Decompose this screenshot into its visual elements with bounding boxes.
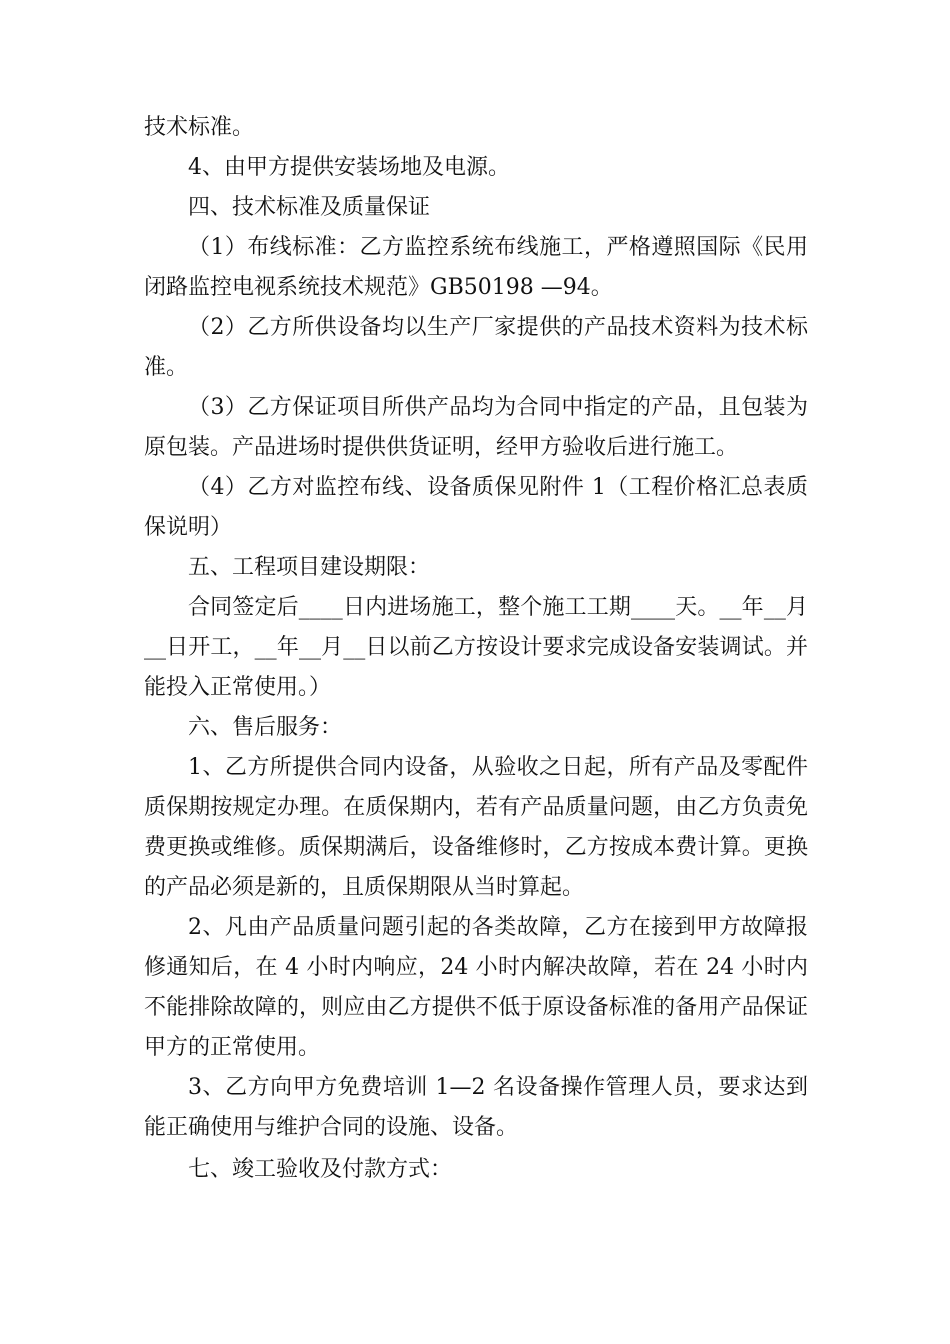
paragraph-continuation: 技术标准。 bbox=[144, 115, 255, 140]
document-body bbox=[144, 108, 808, 1190]
paragraph-service-2: 2、凡由产品质量问题引起的各类故障，乙方在接到甲方故障报修通知后，在 4 小时内响应，24 小时内解决故障，若在 24 小时内不能排除故障的，则应由乙方提供不低于原设备标准的备用产品保证甲方的正常使用。 bbox=[144, 915, 808, 1060]
section-heading-6: 六、售后服务： bbox=[188, 715, 343, 740]
paragraph-service-3: 3、乙方向甲方免费培训 1—2 名设备操作管理人员，要求达到能正确使用与维护合同的设施、设备。 bbox=[144, 1075, 808, 1140]
section-heading-4: 四、技术标准及质量保证 bbox=[188, 195, 431, 220]
section-heading-7: 七、竣工验收及付款方式： bbox=[188, 1157, 453, 1182]
paragraph-service-1: 1、乙方所提供合同内设备，从验收之日起，所有产品及零配件质保期按规定办理。在质保期内，若有产品质量问题，由乙方负责免费更换或维修。质保期满后，设备维修时，乙方按成本费计算。更换的产品必须是新的，且质保期限从当时算起。 bbox=[144, 755, 808, 900]
paragraph-standard-1: （1）布线标准：乙方监控系统布线施工，严格遵照国际《民用闭路监控电视系统技术规范》GB50198 —94。 bbox=[144, 235, 808, 300]
paragraph-item-4: 4、由甲方提供安装场地及电源。 bbox=[188, 155, 510, 180]
paragraph-standard-3: （3）乙方保证项目所供产品均为合同中指定的产品，且包装为原包装。产品进场时提供供货证明，经甲方验收后进行施工。 bbox=[144, 395, 808, 460]
paragraph-schedule: 合同签定后____日内进场施工，整个施工工期____天。__年__月__日开工，__年__月__日以前乙方按设计要求完成设备安装调试。并能投入正常使用。） bbox=[144, 595, 808, 700]
paragraph-standard-4: （4）乙方对监控布线、设备质保见附件 1（工程价格汇总表质保说明） bbox=[144, 475, 808, 540]
paragraph-standard-2: （2）乙方所供设备均以生产厂家提供的产品技术资料为技术标准。 bbox=[144, 315, 808, 380]
section-heading-5: 五、工程项目建设期限： bbox=[188, 555, 431, 580]
